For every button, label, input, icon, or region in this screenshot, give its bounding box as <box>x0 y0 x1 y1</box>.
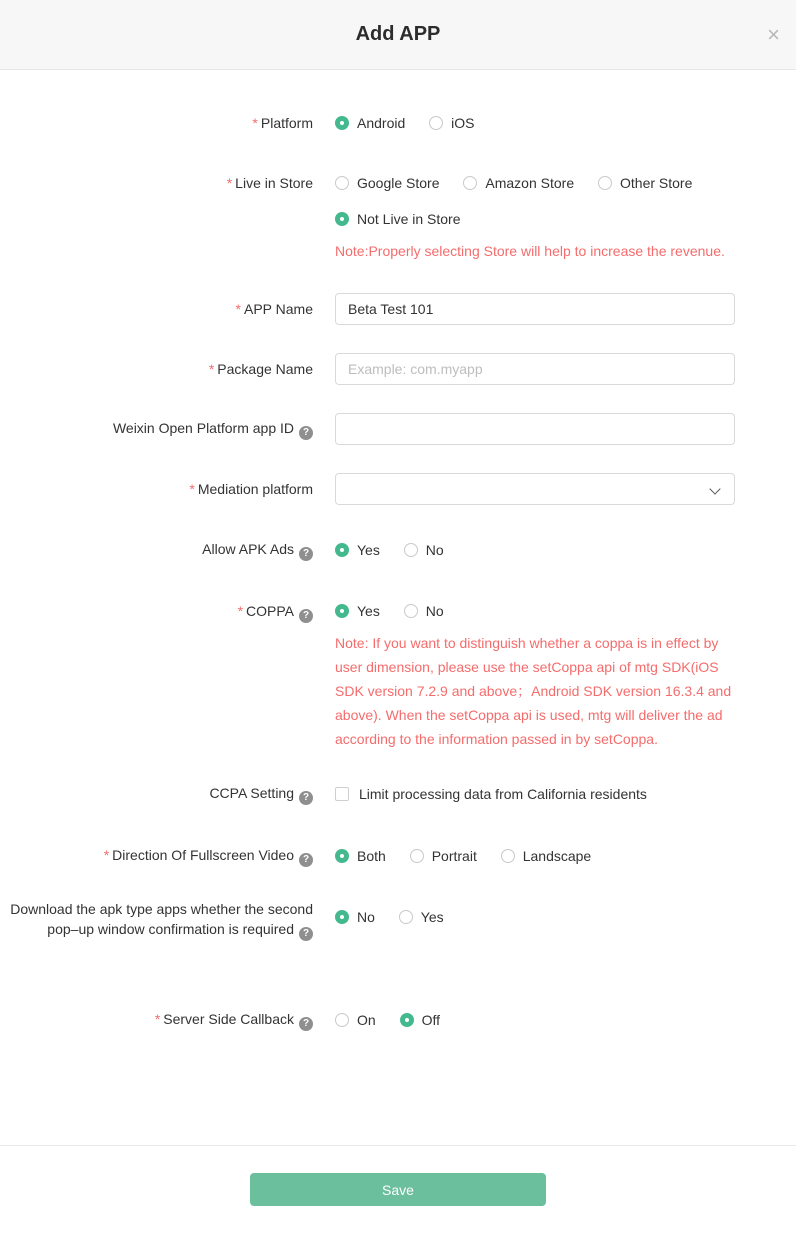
form-row-allow-apk-ads <box>0 539 796 561</box>
help-icon[interactable]: ? <box>299 609 313 623</box>
help-icon[interactable]: ? <box>299 927 313 941</box>
chevron-down-icon <box>709 483 720 494</box>
radio-icon <box>429 116 443 130</box>
radio-icon <box>335 543 349 557</box>
required-asterisk: * <box>154 1011 161 1027</box>
radio-direction-portrait[interactable] <box>410 846 477 866</box>
store-note: Note:Properly selecting Store will help to increase the revenue. <box>335 243 725 259</box>
required-asterisk: * <box>252 115 258 131</box>
required-asterisk: * <box>235 301 241 317</box>
weixin-app-id-label <box>0 418 335 440</box>
form-row-coppa <box>0 601 796 751</box>
radio-icon <box>335 910 349 924</box>
required-asterisk: * <box>103 847 110 863</box>
app-name-input[interactable] <box>335 293 735 325</box>
radio-label: Other Store <box>620 175 693 191</box>
checkbox-icon <box>335 787 349 801</box>
label-text: Download the apk type apps whether the second pop–up window confirmation is required <box>10 901 313 937</box>
form-row-package-name <box>0 353 796 385</box>
radio-callback-on[interactable] <box>335 1010 376 1030</box>
radio-icon <box>335 212 349 226</box>
label-text: APP Name <box>244 301 313 317</box>
required-asterisk: * <box>237 603 244 619</box>
label-text: Server Side Callback <box>163 1011 294 1027</box>
form-row-live-in-store <box>0 173 796 263</box>
help-icon[interactable]: ? <box>299 426 313 440</box>
save-button[interactable]: Save <box>250 1173 546 1206</box>
radio-label: Both <box>357 848 386 864</box>
radio-label: Off <box>421 1012 440 1028</box>
radio-icon <box>501 849 515 863</box>
label-text: Direction Of Fullscreen Video <box>112 847 294 863</box>
radio-label: No <box>425 603 444 619</box>
form-row-app-name <box>0 293 796 325</box>
radio-label: Android <box>357 115 406 131</box>
radio-apk-confirm-yes[interactable] <box>399 907 444 927</box>
apk-confirm-label <box>0 899 335 941</box>
radio-label: On <box>357 1012 376 1028</box>
label-text: Package Name <box>217 361 313 377</box>
modal-title: Add APP <box>355 23 441 45</box>
radio-label: Yes <box>420 909 444 925</box>
modal-header <box>0 0 796 70</box>
radio-amazon-store[interactable] <box>463 173 574 193</box>
radio-icon <box>335 604 349 618</box>
radio-label: Google Store <box>357 175 440 191</box>
form-row-direction <box>0 845 796 867</box>
label-text: CCPA Setting <box>209 785 294 801</box>
live-in-store-options <box>335 173 796 263</box>
store-options-row2 <box>335 209 796 229</box>
mediation-platform-label <box>0 479 335 499</box>
help-icon[interactable]: ? <box>299 791 313 805</box>
radio-not-live-in-store[interactable] <box>335 209 461 229</box>
radio-google-store[interactable] <box>335 173 440 193</box>
required-asterisk: * <box>226 175 233 191</box>
help-icon[interactable]: ? <box>299 853 313 867</box>
form-row-platform <box>0 113 796 133</box>
radio-icon <box>404 543 418 557</box>
form-row-weixin-app-id <box>0 413 796 445</box>
weixin-app-id-input[interactable] <box>335 413 735 445</box>
radio-label: No <box>357 909 375 925</box>
radio-callback-off[interactable] <box>400 1010 440 1030</box>
label-text: Live in Store <box>235 175 313 191</box>
radio-icon <box>404 604 418 618</box>
radio-icon <box>463 176 477 190</box>
store-options-row1 <box>335 173 796 193</box>
radio-icon <box>399 910 413 924</box>
radio-icon <box>335 1013 349 1027</box>
label-text: Allow APK Ads <box>202 541 294 557</box>
platform-label <box>0 113 335 133</box>
label-text: COPPA <box>246 603 294 619</box>
package-name-input[interactable] <box>335 353 735 385</box>
radio-allow-apk-no[interactable] <box>404 540 444 560</box>
form-row-mediation-platform <box>0 473 796 505</box>
modal-footer <box>0 1145 796 1236</box>
radio-coppa-yes[interactable] <box>335 601 380 621</box>
form-row-ccpa <box>0 783 796 805</box>
close-icon[interactable]: × <box>767 21 780 47</box>
radio-icon <box>335 116 349 130</box>
mediation-platform-select[interactable] <box>335 473 735 505</box>
platform-options <box>335 113 796 133</box>
radio-direction-landscape[interactable] <box>501 846 592 866</box>
radio-icon <box>335 849 349 863</box>
required-asterisk: * <box>189 481 195 497</box>
radio-icon <box>410 849 424 863</box>
server-callback-label <box>0 1009 335 1031</box>
radio-other-store[interactable] <box>598 173 692 193</box>
radio-label: iOS <box>451 115 475 131</box>
radio-label: Amazon Store <box>485 175 575 191</box>
radio-icon <box>400 1013 414 1027</box>
required-asterisk: * <box>208 361 215 377</box>
allow-apk-ads-label <box>0 539 335 561</box>
direction-label <box>0 845 335 867</box>
radio-label: No <box>425 542 444 558</box>
radio-label: Yes <box>357 542 380 558</box>
label-text: Platform <box>260 115 313 131</box>
coppa-options <box>335 601 796 621</box>
app-name-label <box>0 299 335 319</box>
ccpa-checkbox[interactable] <box>335 784 647 804</box>
form-row-server-callback <box>0 1009 796 1031</box>
help-icon[interactable]: ? <box>299 547 313 561</box>
radio-label: Yes <box>357 603 380 619</box>
coppa-note: Note: If you want to distinguish whether a coppa is in effect by user dimension, please use the setCoppa api of mtg SDK(iOS SDK version 7.2.9 and above；Android SDK version 16.3.4 and above). When the setCoppa api is used, mtg will deliver the ad according to the information passed in by setCoppa. <box>335 635 732 747</box>
radio-allow-apk-yes[interactable] <box>335 540 380 560</box>
checkbox-label: Limit processing data from California residents <box>359 786 647 802</box>
label-text: Mediation platform <box>197 481 313 497</box>
radio-icon <box>598 176 612 190</box>
label-text: Weixin Open Platform app ID <box>112 420 294 436</box>
radio-ios[interactable] <box>429 113 474 133</box>
radio-icon <box>335 176 349 190</box>
radio-direction-both[interactable] <box>335 846 386 866</box>
radio-label: Not Live in Store <box>357 211 461 227</box>
radio-label: Portrait <box>431 848 477 864</box>
radio-android[interactable] <box>335 113 405 133</box>
ccpa-label <box>0 783 335 805</box>
live-in-store-label <box>0 173 335 193</box>
radio-apk-confirm-no[interactable] <box>335 907 375 927</box>
package-name-label <box>0 359 335 379</box>
form-row-apk-confirm <box>0 899 796 941</box>
coppa-label <box>0 601 335 623</box>
radio-label: Landscape <box>522 848 592 864</box>
modal-body <box>0 70 796 1145</box>
help-icon[interactable]: ? <box>299 1017 313 1031</box>
radio-coppa-no[interactable] <box>404 601 444 621</box>
